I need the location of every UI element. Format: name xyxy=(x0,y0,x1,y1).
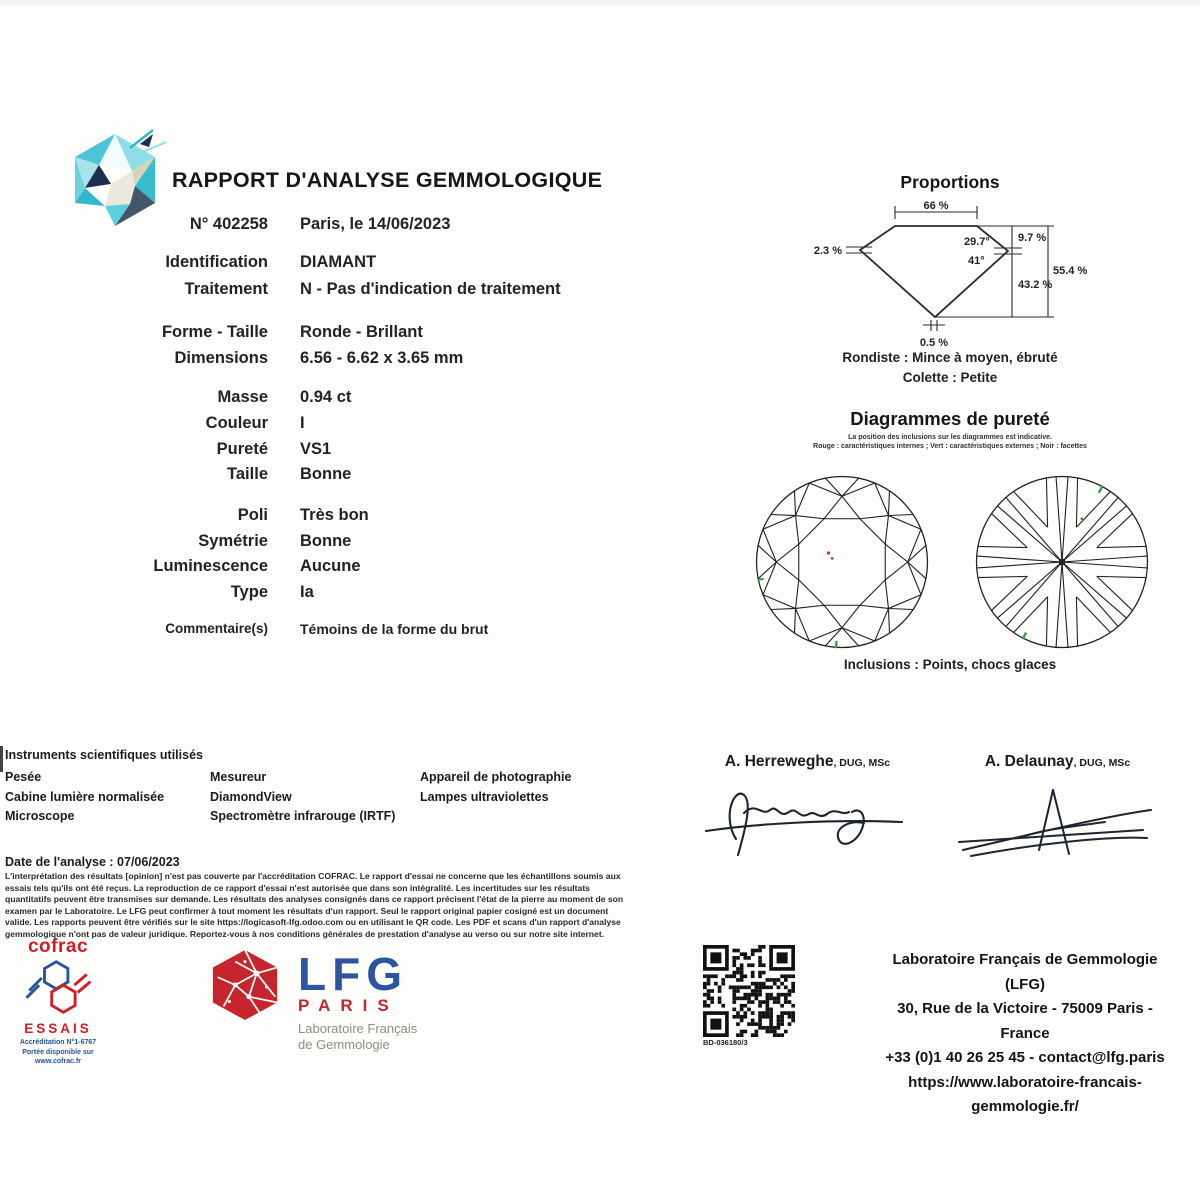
girdle-description: Rondiste : Mince à moyen, ébruté xyxy=(842,350,1058,365)
pavilion-angle: 41° xyxy=(968,255,985,267)
purity-note-2: Rouge : caractéristiques internes ; Vert : caractéristiques externes ; Noir : facettes xyxy=(813,443,1087,450)
lab-contact: +33 (0)1 40 26 25 45 - contact@lfg.paris xyxy=(885,1049,1165,1066)
field-label: Couleur xyxy=(205,414,268,432)
field-value: DIAMANT xyxy=(300,253,377,271)
instrument-item: Cabine lumière normalisée xyxy=(5,789,165,804)
field-label: Traitement xyxy=(184,280,268,298)
analysis-date: Date de l'analyse : 07/06/2023 xyxy=(5,855,180,869)
field-row xyxy=(0,349,660,368)
field-row xyxy=(0,323,660,342)
proportions-title: Proportions xyxy=(900,172,1000,192)
lfg-subtitle: de Gemmologie xyxy=(298,1037,390,1052)
report-number-row xyxy=(0,215,660,234)
proportions-diagram xyxy=(790,198,1130,358)
field-value: Ia xyxy=(300,583,314,601)
cofrac-accreditation: Accréditation N°1-6767 xyxy=(19,1039,97,1046)
field-value: VS1 xyxy=(300,440,332,458)
cofrac-logo xyxy=(8,936,108,1067)
cofrac-name: cofrac xyxy=(27,936,89,957)
field-row xyxy=(0,280,660,299)
purity-note-1: La position des inclusions sur les diagrammes est indicative. xyxy=(848,434,1052,441)
field-label: Pureté xyxy=(216,440,268,458)
instrument-item: Appareil de photographie xyxy=(420,770,572,784)
signatory-name: A. Delaunay xyxy=(984,753,1074,770)
field-value: 0.94 ct xyxy=(300,388,352,406)
cofrac-website: www.cofrac.fr xyxy=(34,1058,82,1065)
crown-angle: 29.7° xyxy=(964,236,990,248)
purity-title: Diagrammes de pureté xyxy=(850,408,1050,429)
field-value: I xyxy=(300,414,305,432)
field-value: Bonne xyxy=(300,532,352,550)
inclusions-caption: Inclusions : Points, chocs glaces xyxy=(843,657,1057,672)
field-label: Poli xyxy=(237,506,268,524)
culet-pct: 0.5 % xyxy=(919,337,949,349)
field-label: Identification xyxy=(165,253,268,271)
instrument-item: Mesureur xyxy=(210,770,267,784)
lab-website: https://www.laboratoire-francais-gemmologie.fr/ xyxy=(908,1073,1142,1115)
qr-code xyxy=(703,945,795,1037)
instruments-col-1 xyxy=(5,768,164,827)
lfg-acronym: LFG xyxy=(298,948,408,1000)
signatory-name: A. Herreweghe xyxy=(724,753,834,770)
signatory-titles: , DUG, MSc xyxy=(833,757,891,769)
field-row xyxy=(0,465,660,484)
field-row xyxy=(0,557,660,576)
crown-purity-diagram xyxy=(752,472,932,652)
field-label: Forme - Taille xyxy=(161,323,268,341)
field-row xyxy=(0,388,660,407)
page-title: RAPPORT D'ANALYSE GEMMOLOGIQUE xyxy=(172,168,603,192)
total-depth-pct: 55.4 % xyxy=(1053,265,1088,277)
field-value: Témoins de la forme du brut xyxy=(300,621,489,637)
field-value: N - Pas d'indication de traitement xyxy=(300,280,561,298)
field-row xyxy=(0,506,660,525)
instruments-col-2 xyxy=(210,768,395,827)
field-row xyxy=(0,253,660,272)
cofrac-type: ESSAIS xyxy=(24,1021,92,1036)
field-row xyxy=(0,414,660,433)
field-value: 6.56 - 6.62 x 3.65 mm xyxy=(300,349,464,367)
cofrac-emblem-icon xyxy=(22,958,94,1016)
field-label: Luminescence xyxy=(153,557,268,575)
signature-herreweghe xyxy=(702,775,907,860)
lfg-subtitle: Laboratoire Français xyxy=(298,1021,418,1036)
field-label: Taille xyxy=(227,465,268,483)
lab-address-block xyxy=(875,948,1175,1120)
field-label: Commentaire(s) xyxy=(165,621,268,636)
lab-name: Laboratoire Français de Gemmologie (LFG) xyxy=(892,951,1158,993)
instruments-title: Instruments scientifiques utilisés xyxy=(5,748,203,762)
girdle-pct: 2.3 % xyxy=(813,245,842,257)
cofrac-scope: Portée disponible sur xyxy=(22,1048,94,1056)
signatory-herreweghe xyxy=(700,753,915,771)
field-row-comment xyxy=(0,621,660,637)
field-row xyxy=(0,532,660,551)
instrument-item: Microscope xyxy=(5,809,75,823)
instrument-item: Spectromètre infrarouge (IRTF) xyxy=(210,809,396,823)
field-label: Masse xyxy=(217,388,268,406)
signatory-delaunay xyxy=(950,753,1165,771)
lfg-hexagon-icon xyxy=(206,948,284,1022)
field-label: Type xyxy=(230,583,268,601)
legal-disclaimer: L'interprétation des résultats [opinion] n'est pas couverte par l'accréditation COFRAC. Le rapport d'essai ne concerne que les échantillons soumis aux essais tels qu'ils ont été reçus. La reproduction de ce rapport d'essai n'est autorisée que dans son intégralité. Les incertitudes sur les résultats quantitatifs peuvent être transmises sur demande. Les résultats des analyses consignés dans ce rapport précisent l'état de la pierre au moment de son examen par le Laboratoire. Le LFG peut confirmer à tout moment les résultats d'un rapport. Seul le rapport original papier cosigné est un document valide. Les rapports peuvent être vérifiés sur le site https://logicasoft-lfg.odoo.com ou en utilisant le QR code. Les PDF et scans d'un rapport d'analyse gemmologique n'ont pas de valeur juridique. Reportez-vous à nos conditions générales de prestation d'analyse au verso ou sur notre site internet. xyxy=(5,871,624,939)
field-row xyxy=(0,440,660,459)
report-number: N° 402258 xyxy=(189,215,268,233)
field-value: Très bon xyxy=(300,506,369,524)
lfg-logo xyxy=(298,948,418,1053)
table-pct: 66 % xyxy=(923,200,949,212)
field-value: Bonne xyxy=(300,465,352,483)
instrument-item: DiamondView xyxy=(210,789,292,804)
field-label: Symétrie xyxy=(198,532,268,550)
qr-code-label: BD-036180/3 xyxy=(703,1038,748,1047)
field-row xyxy=(0,583,660,602)
signature-delaunay xyxy=(955,782,1160,862)
culet-description: Colette : Petite xyxy=(902,370,998,385)
lab-street-address: 30, Rue de la Victoire - 75009 Paris - France xyxy=(897,1000,1153,1042)
instrument-item: Lampes ultraviolettes xyxy=(420,789,549,804)
field-value: Aucune xyxy=(300,557,361,575)
lfg-city: PARIS xyxy=(298,996,399,1015)
field-label: Dimensions xyxy=(174,349,268,367)
signatory-titles: , DUG, MSc xyxy=(1073,757,1131,769)
field-value: Ronde - Brillant xyxy=(300,323,423,341)
pavilion-purity-diagram xyxy=(972,472,1152,652)
instrument-item: Pesée xyxy=(5,770,42,784)
report-place-date: Paris, le 14/06/2023 xyxy=(300,215,451,233)
crown-height-pct: 9.7 % xyxy=(1018,232,1047,244)
scan-artifact xyxy=(0,746,3,772)
pavilion-depth-pct: 43.2 % xyxy=(1018,279,1053,291)
instruments-col-3 xyxy=(420,768,571,807)
